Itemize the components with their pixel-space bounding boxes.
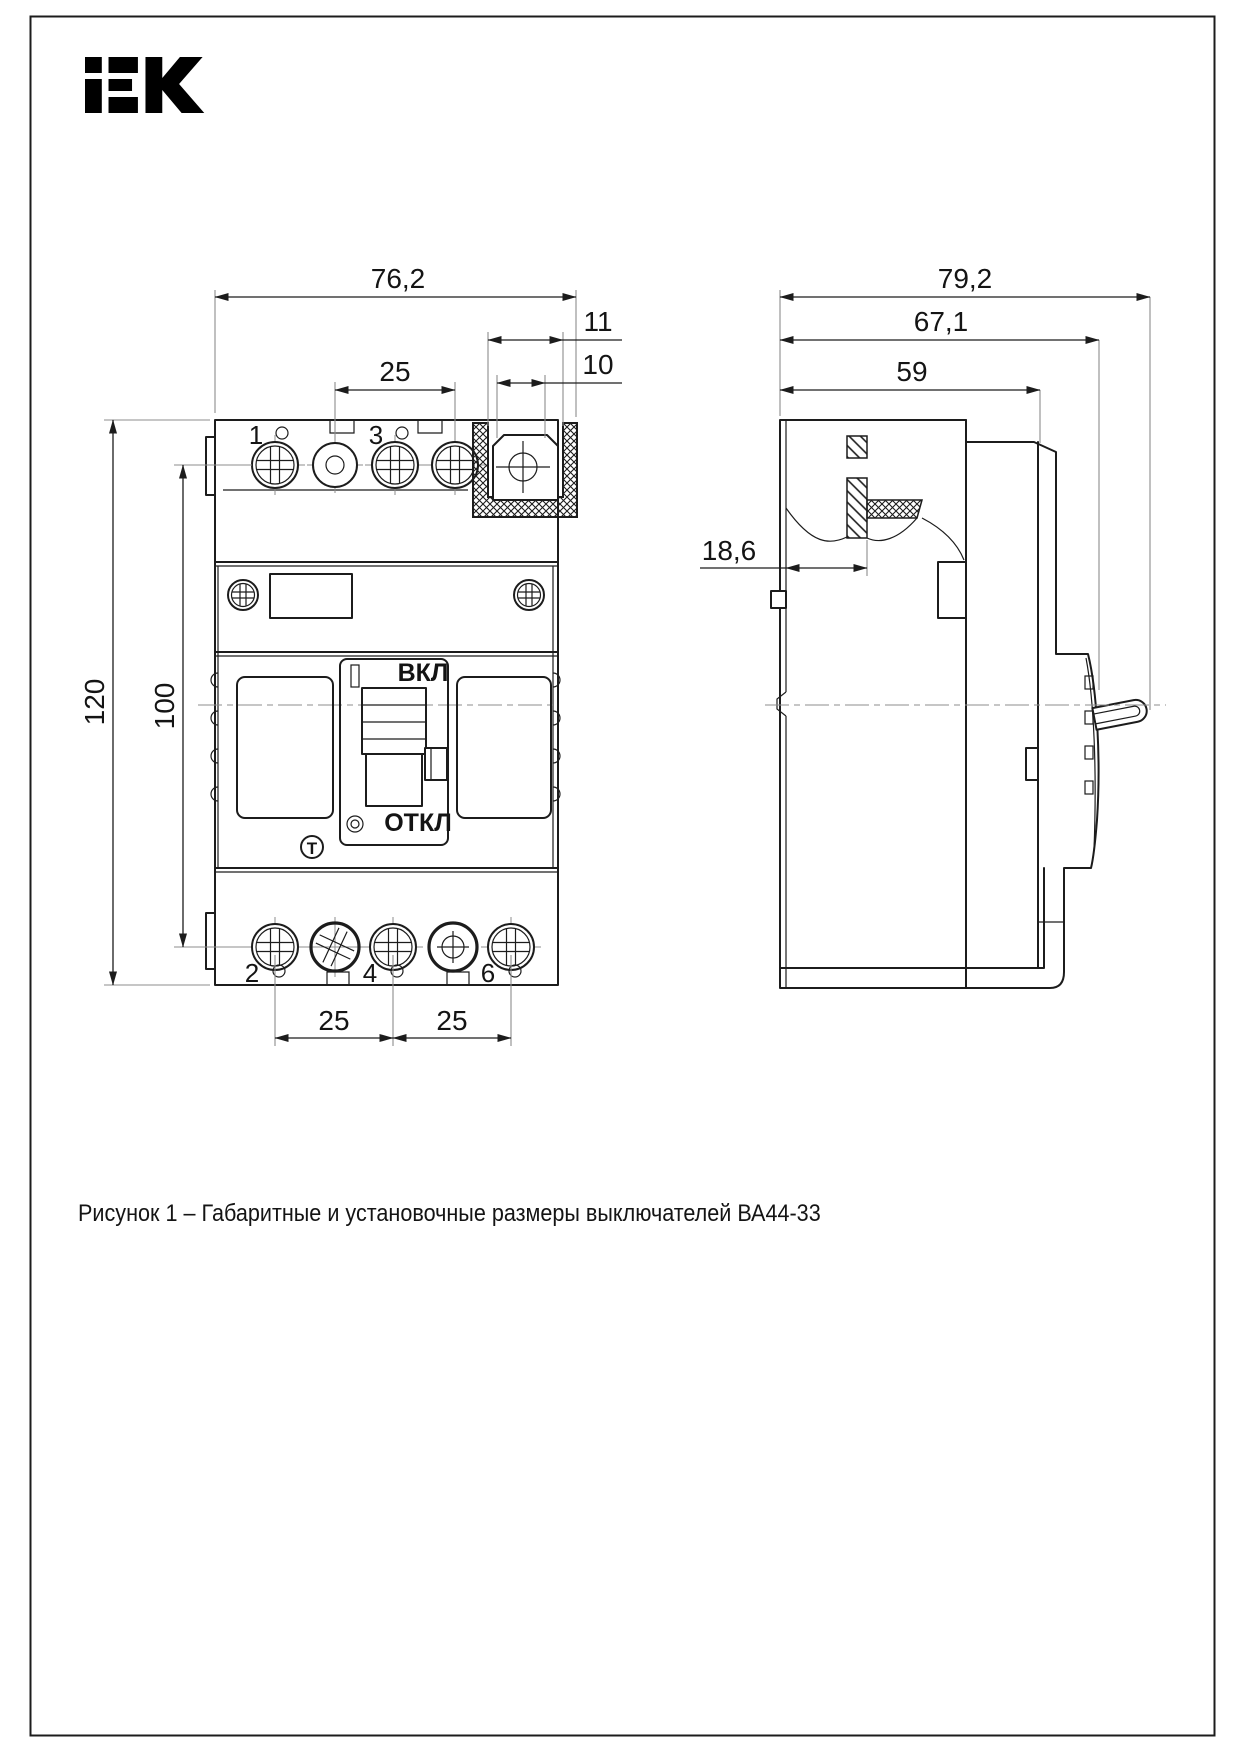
toggle-handle-top bbox=[362, 688, 426, 754]
toggle-handle-base bbox=[366, 754, 422, 806]
figure-caption bbox=[78, 1200, 903, 1228]
side-view bbox=[765, 420, 1166, 988]
terminal-section-hatch-bottom bbox=[847, 478, 867, 538]
dim-body-depth: 59 bbox=[896, 356, 928, 387]
lever-outline bbox=[1092, 698, 1148, 730]
terminal-number-1: 1 bbox=[248, 420, 264, 450]
test-button-label: T bbox=[306, 839, 318, 858]
iek-logo bbox=[85, 57, 204, 113]
terminal-number-3: 3 bbox=[368, 420, 384, 450]
dim-bottom-pitch-right: 25 bbox=[436, 1005, 468, 1036]
terminal-number-4: 4 bbox=[362, 958, 378, 988]
logo-e-mid bbox=[109, 79, 133, 91]
logo-k bbox=[145, 57, 204, 113]
cover-screw-right bbox=[514, 580, 544, 610]
side-mounting-boss bbox=[938, 562, 966, 618]
front-view bbox=[198, 420, 577, 988]
toggle-lever-side bbox=[1092, 698, 1148, 730]
dim-overall-height: 120 bbox=[79, 678, 110, 726]
on-marking: ВКЛ bbox=[397, 659, 449, 687]
logo-i-dot bbox=[85, 57, 102, 73]
ext-lines-width bbox=[215, 290, 576, 417]
off-marking: ОТКЛ bbox=[384, 809, 452, 837]
dim-bottom-pitch-left: 25 bbox=[318, 1005, 350, 1036]
side-front-boss bbox=[1026, 748, 1038, 780]
dim-bracket-offset: 11 bbox=[583, 306, 613, 337]
logo-i-stem bbox=[85, 79, 102, 113]
terminal-number-6: 6 bbox=[480, 958, 496, 988]
dim-overall-depth: 79,2 bbox=[937, 263, 993, 294]
dim-overall-width: 76,2 bbox=[370, 263, 426, 294]
dim-terminal-depth: 18,6 bbox=[701, 535, 757, 566]
side-din-clip bbox=[771, 591, 786, 608]
logo-e-top bbox=[109, 57, 138, 73]
toggle-side-knob bbox=[425, 748, 447, 780]
terminal-section-hatch-top bbox=[847, 436, 867, 458]
side-body-outline bbox=[780, 420, 1099, 988]
ext-lines-bracket-offset bbox=[488, 332, 563, 426]
rating-plate bbox=[270, 574, 352, 618]
dim-bracket-hole: 10 bbox=[582, 349, 614, 380]
dim-vertical-pitch: 100 bbox=[149, 682, 180, 730]
dim-front-depth: 67,1 bbox=[913, 306, 969, 337]
figure-caption-text: Рисунок 1 – Габаритные и установочные размеры выключателей ВА44-33 bbox=[78, 1200, 821, 1227]
dim-top-pitch: 25 bbox=[379, 356, 411, 387]
logo-e-bottom bbox=[109, 97, 138, 113]
terminal-number-2: 2 bbox=[244, 958, 260, 988]
cover-screw-left bbox=[228, 580, 258, 610]
terminal-lug-crosshatch bbox=[867, 500, 922, 518]
